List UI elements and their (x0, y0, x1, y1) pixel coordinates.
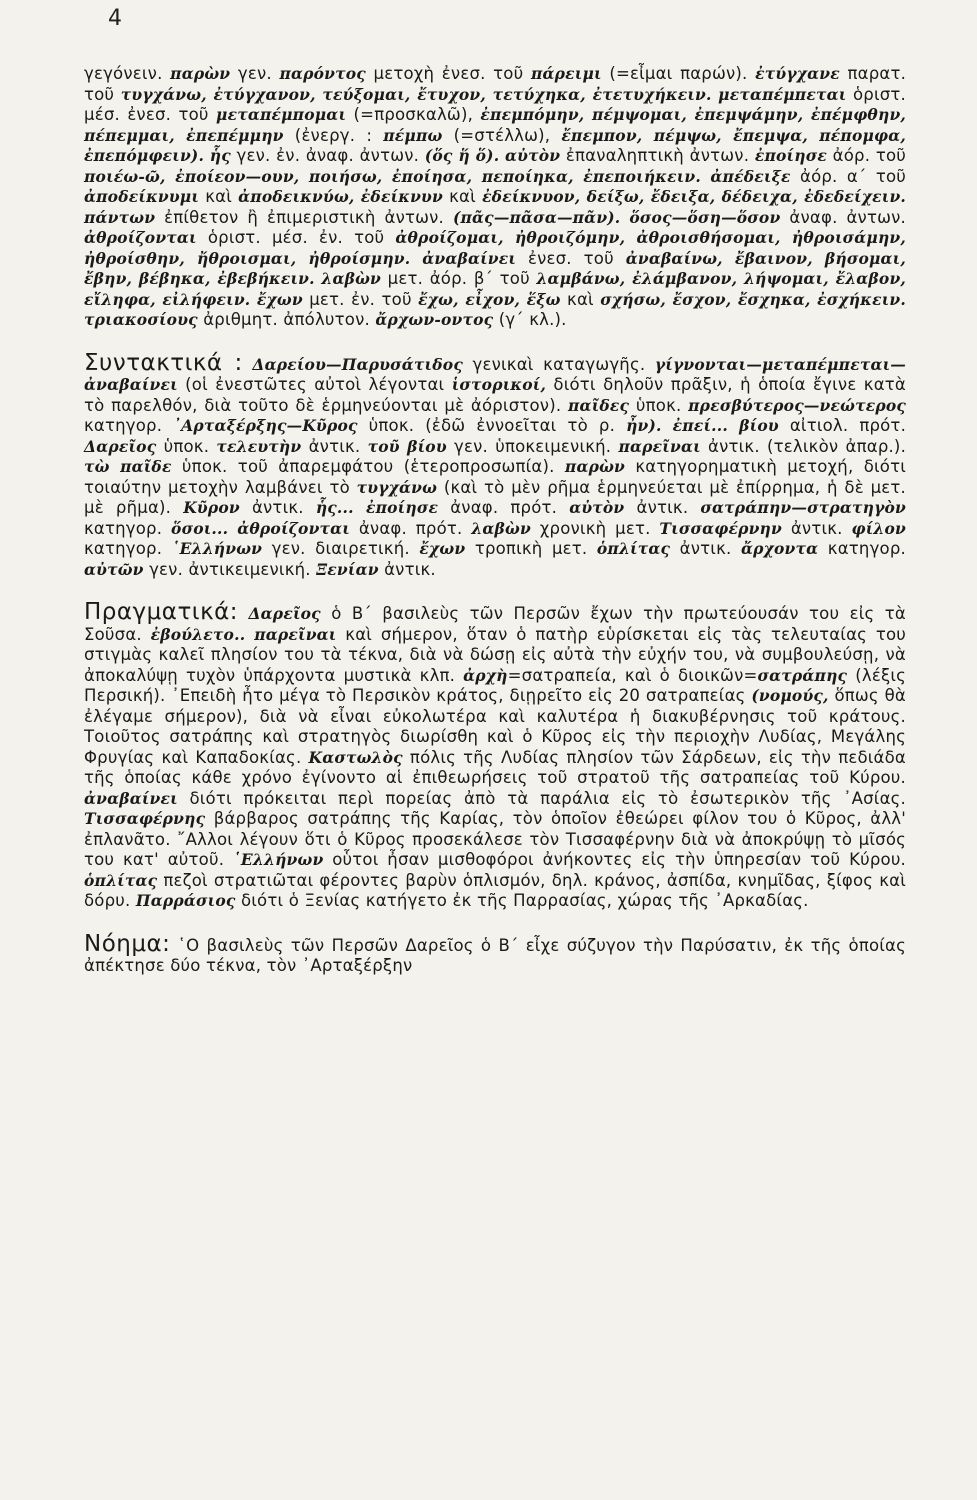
syntax-heading: Συντακτικά : (84, 349, 243, 376)
greek-term: ἀποδεικνύω, ἐδείκνυν (238, 187, 443, 206)
body-text: χρονικὴ μετ. (530, 518, 660, 538)
body-text: γεν. διαιρετική. (262, 539, 420, 558)
greek-term: Κῦρον (183, 498, 240, 517)
greek-term: ὁπλίτας (84, 870, 158, 890)
body-text: γεν. ἐν. ἀναφ. ἀντων. (230, 146, 425, 165)
body-text: κατηγορ. (818, 539, 906, 558)
greek-term: ἐτύγχανε (755, 64, 840, 83)
body-text (410, 249, 422, 268)
greek-term: ἄρχων-οντος (375, 310, 494, 329)
greek-term: Τισσαφέρνην (659, 518, 782, 538)
greek-term: ὅσος—ὅση—ὅσον (629, 207, 781, 227)
greek-term: λαβὼν (471, 518, 531, 538)
meaning-paragraph (84, 930, 906, 977)
body-text: καὶ (199, 187, 239, 206)
body-text: παρατ. τοῦ (84, 64, 907, 104)
greek-term: τὼ παῖδε (84, 457, 172, 476)
greek-term: ἄρχοντα (740, 539, 819, 558)
text-block (84, 64, 906, 977)
greek-term: Δαρείου—Παρυσάτιδος (252, 354, 463, 374)
greek-term: Τισσαφέρνης (84, 809, 206, 828)
body-text: ἐπίθετον ἢ ἐπιμεριστικὴ ἀντων. (155, 207, 453, 227)
body-text: τροπικὴ μετ. (465, 539, 597, 558)
greek-term: ἐβούλετο.. παρεῖναι (150, 624, 337, 644)
greek-term: πάρειμι (530, 64, 602, 83)
greek-term: πρεσβύτερος—νεώτερος (688, 395, 906, 415)
body-text: ἀντικ. (670, 539, 741, 558)
greek-term: Καστωλὸς (308, 747, 403, 767)
body-text: (γ΄ κλ.). (493, 310, 567, 329)
body-text: γεν. ὑποκειμενική. (446, 436, 619, 456)
greek-term: γίγνονται—μεταπέμπεται—ἀναβαίνει (84, 354, 906, 394)
greek-term: (νομούς, (751, 686, 829, 705)
body-text: καὶ (560, 289, 601, 309)
greek-term: Ξενίαν (316, 559, 379, 579)
body-text: γεν. ἀντικειμενική. (143, 559, 317, 579)
greek-term: σατράπην—στρατηγὸν (700, 498, 906, 517)
greek-term: ὅσοι... ἀθροίζονται (171, 518, 350, 538)
greek-term: σατράπης (757, 665, 848, 685)
body-text: κατηγορ. (84, 539, 172, 558)
body-text: καὶ σήμερον, ὅταν ὁ πατὴρ εὑρίσκεται εἰς τὰς τελευταίας του στιγμὰς καλεῖ πλησίον του τὰ τέκνα, διὰ νὰ δώσῃ εἰς αὐτὰ τὴν εὐχήν του, νὰ συμβουλεύσῃ, νὰ ἀποκαλύψῃ τυχὸν ὑπάρχοντα μυστικὰ κλπ. (84, 624, 906, 685)
greek-term: λαμβάνω, ἐλάμβανον, λήψομαι, ἔλαβον, εἴληφα, εἰλήφειν. (84, 269, 907, 309)
greek-term: ἀναβαίνει (422, 248, 517, 268)
body-text: ἀόρ. τοῦ (826, 146, 906, 165)
body-text: οὗτοι ἦσαν μισθοφόροι ἀνήκοντες εἰς τὴν ὑπηρεσίαν τοῦ Κύρου. (323, 850, 907, 869)
body-text: (καὶ τὸ μὲν ρῆμα ἑρμηνεύεται μὲ ἐπίρρημα, ἡ δὲ μετ. μὲ ρῆμα). (84, 477, 906, 517)
body-text: ἀριθμητ. ἀπόλυτον. (197, 310, 376, 329)
page-number: 4 (108, 6, 122, 31)
greek-term: ᾿Αρταξέρξης—Κῦρος (173, 416, 358, 435)
greek-term: παρὼν (564, 457, 625, 476)
body-text: ὁ Β΄ βασιλεὺς τῶν Περσῶν ἔχων τὴν πρωτεύουσάν του εἰς τὰ Σοῦσα. (84, 604, 906, 644)
body-text: ὑποκ. (629, 395, 689, 415)
greek-term: μεταπέμπομαι (216, 105, 347, 124)
greek-term: ἀθροίζομαι, ἠθροιζόμην, ἀθροισθήσομαι, ἠθροισάμην, ἠθροίσθην, ἤθροισμαι, ἠθροίσμην. (84, 228, 906, 268)
greek-term: ἐπεμπόμην, πέμψομαι, ἐπεμψάμην, ἐπέμφθην, πέπεμμαι, ἐπεπέμμην (84, 105, 906, 145)
meaning-heading: Νόημα: (84, 930, 171, 957)
body-text: ὁριστ. μέσ. ἐνεσ. τοῦ (84, 84, 906, 124)
body-text: (=στέλλω), (442, 125, 562, 145)
greek-term: ὁπλίτας (596, 539, 671, 558)
body-text: ὑποκ. τοῦ ἀπαρεμφάτου (ἑτεροπροσωπία). (171, 457, 565, 476)
greek-term: ἔχων (419, 539, 466, 558)
body-text: ὑποκ. (ἐδῶ ἐννοεῖται τὸ ρ. (357, 416, 627, 435)
greek-term: ἀποδείκνυμι (84, 187, 200, 206)
greek-term: ἱστορικοί, (451, 375, 547, 394)
greek-term: ἀθροίζονται (84, 228, 197, 247)
body-text: =σατραπεία, καὶ ὁ διοικῶν= (507, 665, 758, 685)
body-text: ὁριστ. μέσ. ἐν. τοῦ (196, 228, 396, 247)
greek-term: ἐδείκνυον, δείξω, ἔδειξα, δέδειχα, ἐδεδείχειν. (482, 187, 906, 206)
greek-term: ἔπεμπον, πέμψω, ἔπεμψα, πέπομφα, ἐπεπόμφειν). (84, 125, 906, 165)
greek-term: πάντων (84, 207, 156, 227)
greek-term: πέμπω (383, 125, 443, 145)
greek-term: ἧς... ἐποίησε (315, 498, 439, 517)
greek-term: παρὼν (170, 64, 231, 83)
greek-term: σχήσω, ἔσχον, ἔσχηκα, ἐσχήκειν. (600, 289, 906, 309)
body-text: (ἐνεργ. : (283, 125, 384, 145)
greek-term: παρόντος (279, 64, 366, 83)
body-text: γενικαὶ καταγωγῆς. (462, 354, 655, 374)
body-text: ἀντικ. (378, 559, 436, 579)
greek-term: λαβὼν (321, 269, 382, 288)
greek-term: ῾Ελλήνων (232, 850, 324, 869)
greek-term: (ὅς ἥ ὅ). (424, 146, 500, 165)
greek-term: ἀπέδειξε (710, 166, 791, 186)
body-text: κατηγορηματικὴ μετοχή, διότι τοιαύτην μετοχὴν λαμβάνει τὸ (84, 457, 907, 497)
greek-term: ἦν). (626, 416, 662, 435)
body-text: ὅπως θὰ ἐλέγαμε σήμερον), διὰ νὰ εἶναι εὐκολωτέρα καὶ καλυτέρα ἡ διακυβέρνησις τοῦ κράτους. Τοιοῦτος σατράπης καὶ στρατηγὸς διωρίσθη καὶ ὁ Κῦρος εἰς τὴν περιοχὴν Λυδίας, Μεγάλης Φρυγίας καὶ Καπαδοκίας. (84, 686, 907, 767)
body-text: (=εἶμαι παρών). (601, 64, 756, 83)
syntax-body (84, 355, 906, 579)
greek-term: παρεῖναι (618, 436, 701, 456)
body-text: μετ. ἀόρ. β΄ τοῦ (381, 269, 537, 288)
body-text: ἐνεσ. τοῦ (516, 248, 626, 268)
body-text: κατηγορ. (84, 518, 172, 538)
body-text: ἀντικ. (239, 498, 316, 517)
greek-term: αὐτῶν (84, 559, 144, 579)
greek-term: φίλον (851, 518, 906, 538)
body-text: βάρβαρος σατράπης τῆς Καρίας, τὸν ὁποῖον ἐθεώρει φίλον του ὁ Κῦρος, ἀλλ' ἐπλανᾶτο. ῎Αλλοι λέγουν ὅτι ὁ Κῦρος προσεκάλεσε τὸν Τισσαφέρνην διὰ νὰ ἀποκρύψῃ τὸ μῖσός του κατ' αὐτοῦ. (84, 809, 906, 869)
body-text: διότι δηλοῦν πρᾶξιν, ἡ ὁποία ἔγινε κατὰ τὸ παρελθόν, διὰ τοῦτο δὲ ἑρμηνεύονται μὲ ἀόριστον). (84, 375, 906, 415)
facts-body (84, 604, 906, 910)
facts-paragraph (84, 599, 907, 912)
body-text: κατηγορ. (84, 416, 174, 435)
body-text: ἀντικ. (301, 436, 368, 456)
body-text: ὑποκ. (156, 436, 217, 456)
body-text: καὶ (442, 187, 483, 206)
greek-term: παῖδες (568, 395, 630, 415)
meaning-body (84, 936, 906, 976)
body-text: ἀόρ. α΄ τοῦ (790, 166, 906, 186)
greek-term: ποιέω-ῶ, ἐποίεον—ουν, ποιήσω, ἐποίησα, πεποίηκα, ἐπεποιήκειν. (84, 166, 701, 186)
greek-term: ἀναβαίνω, ἔβαινον, βήσομαι, ἔβην, βέβηκα, ἐβεβήκειν. (84, 248, 906, 288)
body-text: ἀναφ. ἀντων. (780, 207, 906, 227)
body-text: διότι πρόκειται περὶ πορείας ἀπὸ τὰ παράλια εἰς τὸ ἐσωτερικὸν τῆς ᾿Ασίας. (177, 788, 906, 808)
body-text (238, 604, 248, 623)
body-text: μετ. ἐν. τοῦ (302, 289, 419, 309)
greek-term: τυγχάνω, ἐτύγχανον, τεύξομαι, ἔτυχον, τετύχηκα, ἐτετυχήκειν. (120, 84, 712, 104)
body-text: ἀντικ. (τελικὸν ἀπαρ.). (700, 436, 907, 456)
greek-term: τριακοσίους (84, 310, 198, 329)
body-text: αἰτιολ. πρότ. (778, 416, 907, 435)
body-text: ἀναφ. πρότ. (349, 518, 472, 538)
syntax-paragraph (84, 349, 907, 581)
greek-term: ἐπεί... βίου (672, 416, 779, 435)
greek-term: ἧς (209, 146, 231, 165)
body-text: (λέξις Περσική). ᾿Επειδὴ ἦτο μέγα τὸ Περσικὸν κράτος, διῃρεῖτο εἰς 20 σατραπείας (84, 665, 907, 705)
greek-term: ῾Ελλήνων (171, 539, 263, 558)
greek-term: τυγχάνω (356, 477, 438, 497)
body-text: διότι ὁ Ξενίας κατήγετο ἐκ τῆς Παρρασίας, χώρας τῆς ᾿Αρκαδίας. (235, 891, 809, 910)
body-text: (οἱ ἐνεστῶτες αὐτοὶ λέγονται (177, 375, 452, 394)
greek-term: ἔχων (256, 289, 303, 309)
greek-term: ἐποίησε (754, 146, 827, 165)
greek-term: ἀρχὴ (463, 665, 508, 685)
greek-term: ἀναβαίνει (84, 788, 178, 808)
greek-term: Δαρεῖος (84, 436, 157, 456)
body-text: πεζοὶ στρατιῶται φέροντες βαρὺν ὁπλισμόν, δηλ. κράνος, ἀσπίδα, κνημῖδας, ξίφος καὶ δόρυ. (84, 870, 906, 910)
body-text: πόλις τῆς Λυδίας πλησίον τῶν Σάρδεων, εἰς τὴν πεδιάδα τῆς ὁποίας κάθε χρόνο ἐγίνοντο αἱ ἐπιθεωρήσεις τοῦ στρατοῦ τῆς σατραπείας τοῦ Κύρου. (84, 747, 906, 787)
vocabulary-paragraph (84, 64, 906, 331)
greek-term: αὐτὸν (569, 498, 625, 517)
body-text: γεν. (230, 64, 280, 83)
greek-term: ἔχω, εἶχον, (418, 289, 521, 309)
body-text (243, 355, 253, 374)
body-text: ἀντικ. (624, 498, 701, 517)
body-text: μετοχὴ ἐνεσ. τοῦ (365, 64, 531, 83)
greek-term: Δαρεῖος (248, 604, 321, 623)
body-text: ἐπαναληπτικὴ ἀντων. (560, 146, 755, 165)
body-text: γεγόνειν. (84, 64, 171, 83)
facts-heading: Πραγματικά: (84, 599, 239, 625)
greek-term: ἕξω (526, 289, 561, 309)
greek-term: αὐτὸν (504, 146, 561, 165)
body-text (701, 167, 710, 186)
body-text (662, 416, 673, 435)
greek-term: μεταπέμπεται (718, 84, 847, 104)
greek-term: (πᾶς—πᾶσα—πᾶν). (452, 207, 621, 227)
body-text: ἀναφ. πρότ. (438, 498, 570, 517)
body-text: ἀντικ. (781, 518, 852, 538)
greek-term: τοῦ βίου (367, 436, 447, 456)
greek-term: Παρράσιος (135, 891, 236, 910)
body-text: ῾Ο βασιλεὺς τῶν Περσῶν Δαρεῖος ὁ Β΄ εἶχε σύζυγον τὴν Παρύσατιν, ἐκ τῆς ὁποίας ἀπέκτησε δύο τέκνα, τὸν ᾿Αρταξέρξην (84, 935, 906, 975)
body-text: (=προσκαλῶ), (346, 105, 481, 124)
greek-term: τελευτὴν (216, 436, 302, 456)
